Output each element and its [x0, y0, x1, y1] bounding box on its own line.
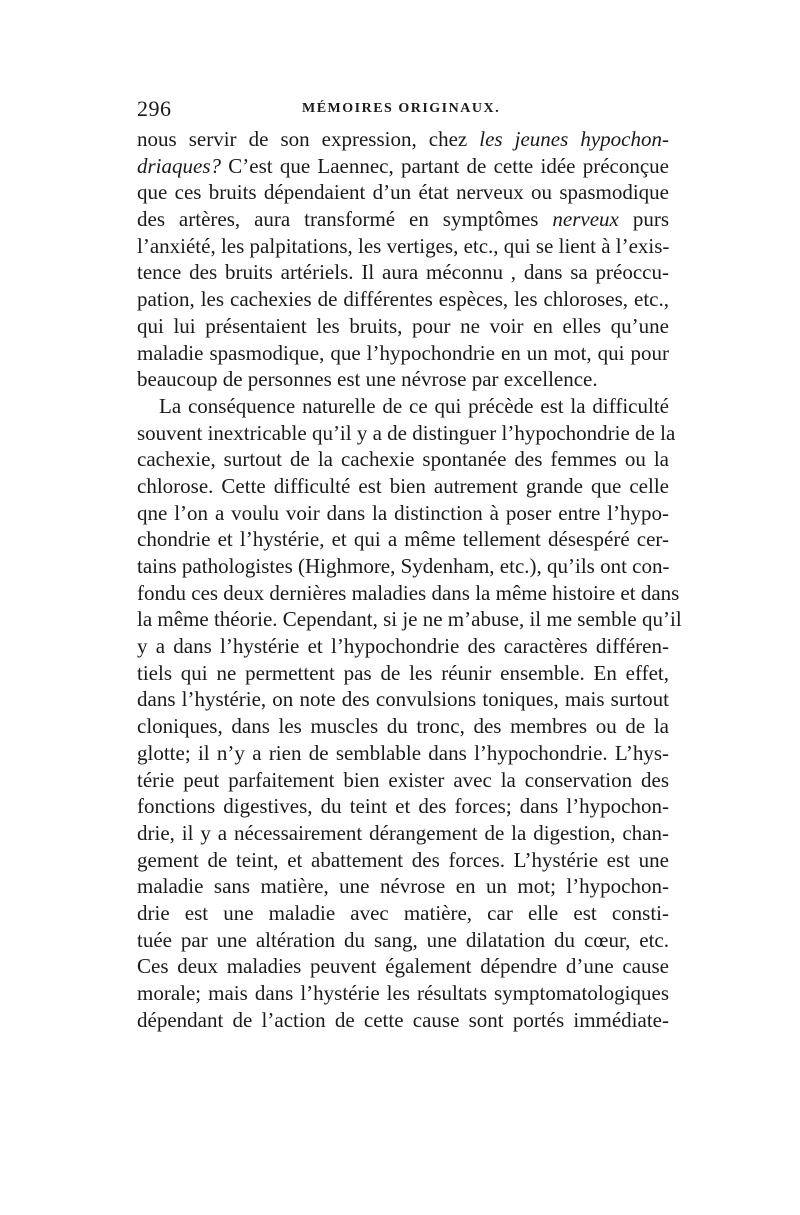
- text-line: drie est une maladie avec matière, car elle est consti-: [137, 900, 669, 925]
- text-line: cloniques, dans les muscles du tronc, des membres ou de la: [137, 714, 669, 739]
- text-line: tains pathologistes (Highmore, Sydenham, etc.), qu’ils ont con-: [137, 554, 670, 578]
- text-line: y a dans l’hystérie et l’hypochondrie des caractères différen-: [137, 634, 669, 659]
- text-line: tiels qui ne permettent pas de les réunir ensemble. En effet,: [137, 660, 669, 685]
- text-line: beaucoup de personnes est une névrose par excellence.: [137, 367, 598, 392]
- text-line: souvent inextricable qu’il y a de distinguer l’hypochondrie de la: [137, 420, 676, 445]
- text-line: qui lui présentaient les bruits, pour ne voir en elles qu’une: [137, 313, 669, 338]
- text-line: qne l’on a voulu voir dans la distinction à poser entre l’hypo-: [137, 500, 669, 525]
- text-line: que ces bruits dépendaient d’un état nerveux ou spasmodique: [137, 180, 669, 205]
- page: [137, 96, 682, 1033]
- page-number: 296: [137, 96, 172, 121]
- text-line: glotte; il n’y a rien de semblable dans l’hypochondrie. L’hys-: [137, 740, 669, 765]
- text-line: Ces deux maladies peuvent également dépendre d’une cause: [137, 954, 669, 979]
- text-line: chlorose. Cette difficulté est bien autrement grande que celle: [137, 473, 669, 498]
- text-line: dépendant de l’action de cette cause sont portés immédiate-: [137, 1007, 669, 1032]
- text-line: térie peut parfaitement bien exister avec la conservation des: [137, 767, 669, 792]
- text-line: driaques? C’est que Laennec, partant de cette idée préconçue: [137, 153, 669, 178]
- text-line: la même théorie. Cependant, si je ne m’abuse, il me semble qu’il: [137, 607, 682, 632]
- text-line: La conséquence naturelle de ce qui précède est la difficulté: [159, 393, 669, 418]
- text-line: l’anxiété, les palpitations, les vertiges, etc., qui se lient à l’exis-: [137, 233, 670, 258]
- text-line: tuée par une altération du sang, une dilatation du cœur, etc.: [137, 927, 669, 952]
- text-line: gement de teint, et abattement des forces. L’hystérie est une: [137, 847, 669, 872]
- running-title: MÉMOIRES ORIGINAUX.: [302, 101, 501, 116]
- text-line: drie, il y a nécessairement dérangement de la digestion, chan-: [137, 820, 669, 845]
- text-line: morale; mais dans l’hystérie les résultats symptomatologiques: [137, 981, 669, 1005]
- text-line: cachexie, surtout de la cachexie spontanée des femmes ou la: [137, 447, 669, 472]
- text-line: pation, les cachexies de différentes espèces, les chloroses, etc.,: [137, 287, 669, 312]
- text-line: maladie sans matière, une névrose en un mot; l’hypochon-: [137, 874, 669, 899]
- text-line: fonctions digestives, du teint et des forces; dans l’hypochon-: [137, 794, 669, 819]
- text-line: fondu ces deux dernières maladies dans la même histoire et dans: [137, 580, 680, 605]
- running-head: [137, 96, 669, 126]
- text-line: dans l’hystérie, on note des convulsions toniques, mais surtout: [137, 687, 669, 712]
- text-line: des artères, aura transformé en symptômes nerveux purs: [137, 207, 669, 232]
- body-text: [137, 126, 682, 1033]
- text-line: maladie spasmodique, que l’hypochondrie en un mot, qui pour: [137, 340, 669, 365]
- text-line: nous servir de son expression, chez les jeunes hypochon-: [137, 127, 669, 151]
- text-line: tence des bruits artériels. Il aura méconnu , dans sa préoccu-: [137, 260, 669, 285]
- text-line: chondrie et l’hystérie, et qui a même tellement désespéré cer-: [137, 527, 669, 552]
